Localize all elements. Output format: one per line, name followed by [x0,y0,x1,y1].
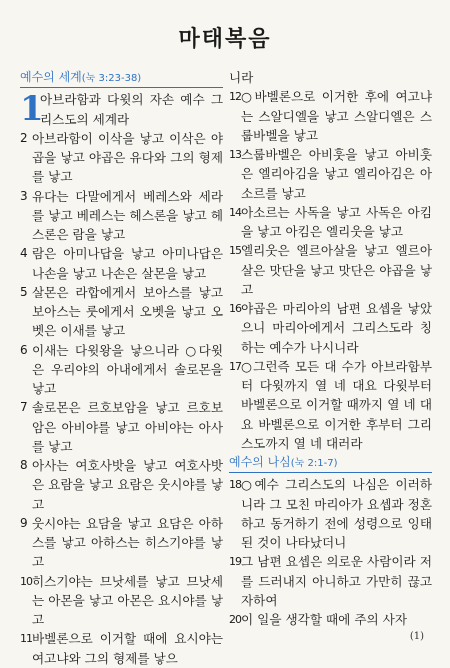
verse [20,244,223,283]
section-heading-text: 예수의 나심 [229,455,291,469]
right-column [229,68,432,629]
verse [229,203,432,242]
section-heading [229,453,432,473]
verse [20,398,223,456]
verse-text: 유다는 다말에게서 베레스와 세라를 낳고 베레스는 헤스론을 낳고 헤스론은 람을 낳고 [32,188,223,242]
verse-text: 아사는 여호사밧을 낳고 여호사밧은 요람을 낳고 요람은 웃시야를 낳고 [32,458,223,512]
verse-text: 살몬은 라합에게서 보아스를 낳고 보아스는 룻에게서 오벳을 낳고 오벳은 이새를 낳고 [32,284,223,339]
verse-number: 14 [229,205,241,219]
verse-number: 6 [20,342,28,357]
verse [20,90,223,129]
verse [229,475,432,552]
verse [20,129,223,187]
verse-text: 아소르는 사독을 낳고 사독은 아킴을 낳고 아킴은 엘리웃을 낳고 [241,204,432,239]
verse [229,145,432,203]
verse-text: 그 남편 요셉은 의로운 사람이라 저를 드러내지 아니하고 가만히 끊고자하여 [241,554,432,608]
section-heading-ref: (눅 2:1-7) [290,458,338,469]
verse-number: 9 [20,515,28,530]
verse-text: 솔로몬은 르호보암을 낳고 르호보암은 아비야를 낳고 아비야는 아사를 낳고 [32,400,223,454]
verse-text: ○그런즉 모든 대 수가 아브라함부터 다윗까지 열 네 대요 다윗부터 바벨론으로 이거할 때까지 열 네 대요 바벨론으로 이거한 후부터 그리스도까지 열 네 대러라 [241,358,432,451]
verse [229,552,432,610]
page-number: (1) [409,631,424,642]
verse [229,87,432,145]
verse [229,357,432,453]
verse [229,610,432,629]
verse [20,572,223,630]
verse-text: 이새는 다윗왕을 낳으니라 ○다윗은 우리야의 아내에게서 솔로몬을 낳고 [32,342,223,396]
verse [229,299,432,357]
verse-number: 15 [229,244,241,258]
verse-number: 7 [20,400,28,415]
chapter-number: 1 [20,89,44,130]
section-heading-ref: (눅 3:23-38) [81,73,142,84]
verse-number: 11 [20,632,32,646]
verse-number: 10 [20,574,32,588]
verse-number: 20 [229,613,241,626]
verse [20,341,223,399]
verse-number: 4 [20,246,28,261]
verse-number: 18 [229,478,241,492]
verse-number: 12 [229,90,241,104]
verse-number: 19 [229,555,241,569]
verse [20,629,223,668]
verse [20,283,223,341]
verse-text: 엘리웃은 엘르아살을 낳고 엘르아살은 맛단을 낳고 맛단은 야곱을 낳고 [241,243,432,297]
verse-number: 2 [20,130,28,145]
verse-text: 야곱은 마리아의 남편 요셉을 낳았으니 마리아에게서 그리스도라 칭하는 예수가 나시니라 [241,301,432,355]
verse-number: 3 [20,188,28,203]
verse-text: ○예수 그리스도의 나심은 이러하니라 그 모친 마리아가 요셉과 정혼하고 동거하기 전에 성령으로 잉태된 것이 나타났더니 [241,477,432,550]
verse-number: 16 [229,302,241,315]
section-heading [20,68,223,88]
verse [20,514,223,572]
verse-text: 바벨론으로 이거할 때에 요시야는 여고냐와 그의 형제를 낳으 [32,631,223,666]
section-heading-text: 예수의 세계 [20,70,82,84]
verse-number: 17 [229,359,241,373]
verse-text: 아브라함이 이삭을 낳고 이삭은 야곱을 낳고 야곱은 유다와 그의 형제를 낳고 [32,130,223,185]
verse-text: ○바벨론으로 이거한 후에 여고냐는 스알디엘을 낳고 스알디엘은 스룹바벨을 낳고 [241,89,432,143]
verse-text: 아브라함과 다윗의 자손 예수 그리스도의 세계라 [40,92,223,127]
verse [20,456,223,514]
verse-continuation: 니라 [229,70,254,85]
verse-text: 히스기야는 므낫세를 낳고 므낫세는 아몬을 낳고 아몬은 요시야를 낳고 [32,573,223,627]
left-column [20,68,223,668]
verse-text: 이 일을 생각할 때에 주의 사자 [241,612,408,627]
verse-number: 8 [20,458,28,472]
verse-number: 5 [20,284,28,299]
page-title: 마태복음 [178,26,272,52]
verse-number: 13 [229,148,241,161]
verse-text: 스룹바벨은 아비훗을 낳고 아비훗은 엘리아김을 낳고 엘리아김은 아소르를 낳고 [241,147,432,201]
verse [20,187,223,245]
verse-text: 웃시야는 요담을 낳고 요담은 아하스를 낳고 아하스는 히스기야를 낳고 [32,515,223,570]
verse-text: 람은 아미나답을 낳고 아미나답은 나손을 낳고 나손은 살몬을 낳고 [32,246,223,281]
verse [229,241,432,299]
